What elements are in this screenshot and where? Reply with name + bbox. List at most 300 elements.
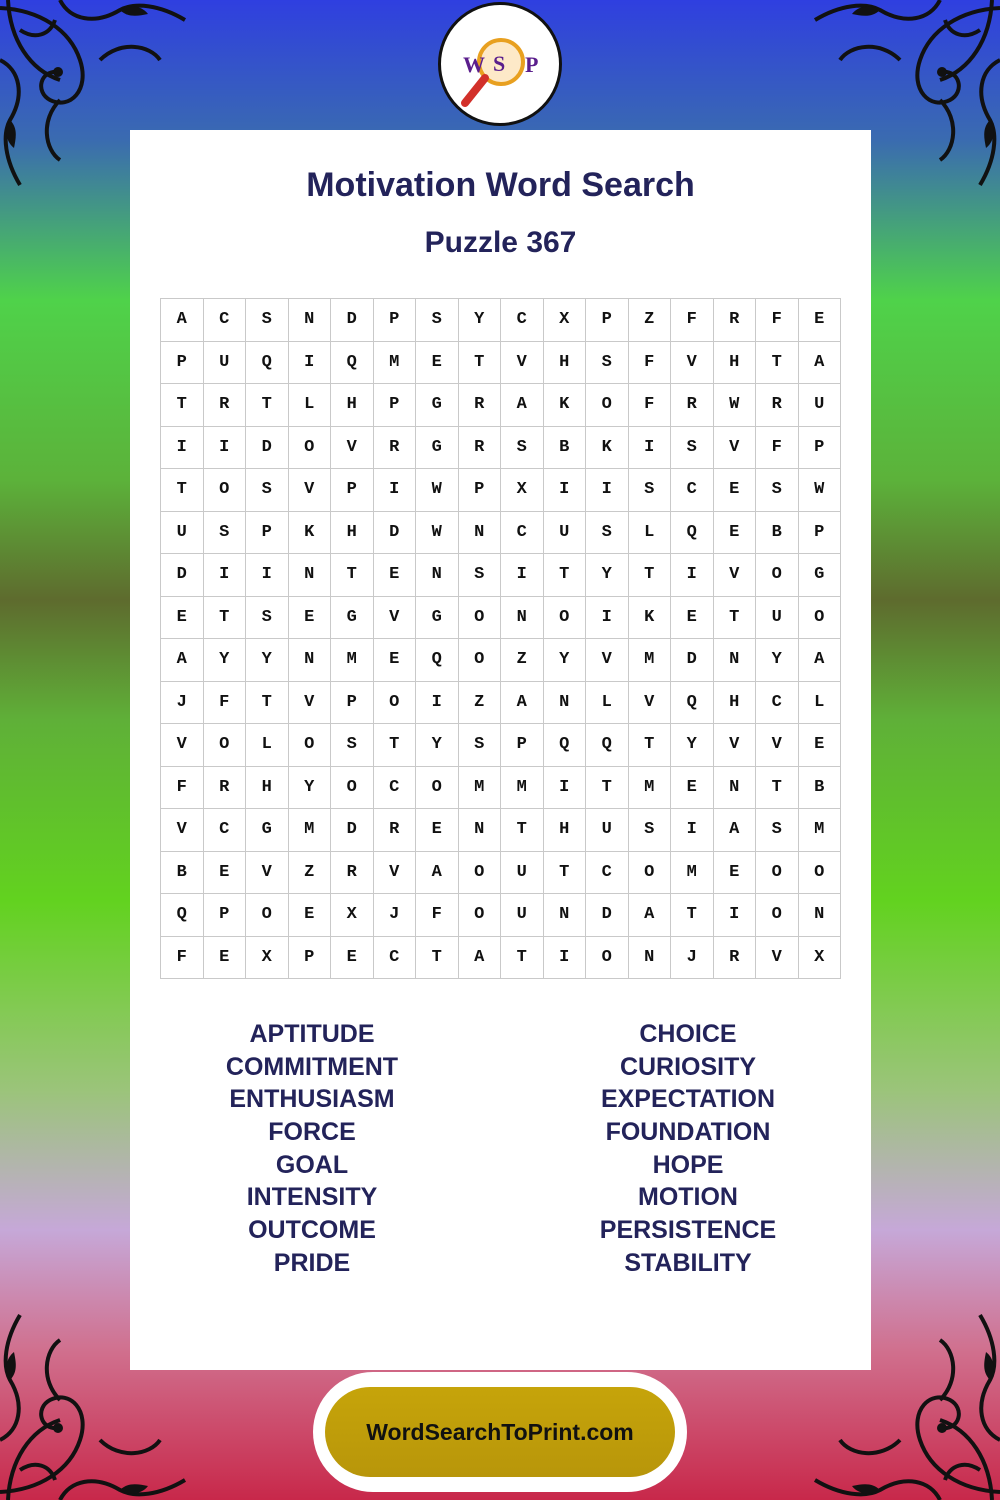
grid-cell: V — [628, 681, 671, 724]
grid-cell: F — [161, 766, 204, 809]
grid-cell: P — [246, 511, 289, 554]
grid-cell: O — [203, 724, 246, 767]
grid-cell: Y — [416, 724, 459, 767]
grid-cell: E — [671, 596, 714, 639]
grid-cell: O — [416, 766, 459, 809]
grid-cell: N — [713, 639, 756, 682]
grid-cell: Y — [288, 766, 331, 809]
grid-cell: Y — [543, 639, 586, 682]
grid-cell: I — [586, 469, 629, 512]
grid-cell: Q — [671, 511, 714, 554]
grid-cell: I — [543, 936, 586, 979]
grid-cell: G — [416, 384, 459, 427]
grid-cell: F — [756, 299, 799, 342]
grid-cell: C — [671, 469, 714, 512]
grid-cell: T — [246, 384, 289, 427]
grid-cell: S — [458, 554, 501, 597]
word-item: FORCE — [268, 1118, 356, 1147]
grid-cell: W — [416, 511, 459, 554]
grid-row — [161, 809, 841, 852]
grid-cell: X — [543, 299, 586, 342]
word-item: COMMITMENT — [225, 1052, 399, 1081]
grid-cell: G — [416, 596, 459, 639]
grid-cell: S — [458, 724, 501, 767]
grid-row — [161, 851, 841, 894]
grid-cell: H — [713, 341, 756, 384]
grid-cell: O — [586, 936, 629, 979]
letter-grid — [160, 298, 841, 979]
grid-cell: F — [756, 426, 799, 469]
grid-cell: V — [288, 469, 331, 512]
grid-cell: M — [671, 851, 714, 894]
grid-row — [161, 766, 841, 809]
grid-cell: E — [203, 936, 246, 979]
grid-cell: N — [713, 766, 756, 809]
grid-cell: Y — [203, 639, 246, 682]
grid-row — [161, 639, 841, 682]
grid-cell: Q — [416, 639, 459, 682]
grid-cell: R — [671, 384, 714, 427]
grid-cell: P — [331, 469, 374, 512]
grid-cell: O — [543, 596, 586, 639]
grid-cell: H — [713, 681, 756, 724]
grid-cell: Y — [458, 299, 501, 342]
grid-cell: Z — [458, 681, 501, 724]
grid-cell: I — [713, 894, 756, 937]
grid-cell: R — [458, 426, 501, 469]
grid-cell: W — [798, 469, 841, 512]
grid-cell: N — [288, 299, 331, 342]
grid-cell: V — [288, 681, 331, 724]
grid-cell: T — [416, 936, 459, 979]
grid-cell: O — [798, 851, 841, 894]
word-item: ENTHUSIASM — [229, 1085, 395, 1114]
grid-cell: M — [373, 341, 416, 384]
grid-row — [161, 554, 841, 597]
grid-cell: F — [203, 681, 246, 724]
grid-cell: O — [586, 384, 629, 427]
grid-cell: T — [586, 766, 629, 809]
grid-cell: F — [161, 936, 204, 979]
grid-cell: N — [798, 894, 841, 937]
grid-cell: T — [373, 724, 416, 767]
grid-cell: E — [713, 469, 756, 512]
grid-cell: S — [628, 809, 671, 852]
grid-cell: I — [203, 554, 246, 597]
grid-cell: D — [331, 299, 374, 342]
grid-cell: Q — [543, 724, 586, 767]
grid-cell: B — [543, 426, 586, 469]
grid-cell: O — [288, 724, 331, 767]
grid-cell: R — [373, 426, 416, 469]
grid-cell: C — [756, 681, 799, 724]
grid-cell: R — [373, 809, 416, 852]
grid-cell: O — [628, 851, 671, 894]
grid-cell: D — [586, 894, 629, 937]
grid-cell: S — [246, 596, 289, 639]
grid-cell: N — [416, 554, 459, 597]
grid-cell: E — [798, 724, 841, 767]
grid-row — [161, 936, 841, 979]
grid-cell: I — [628, 426, 671, 469]
grid-cell: E — [161, 596, 204, 639]
grid-cell: U — [203, 341, 246, 384]
page-title: Motivation Word Search — [306, 166, 695, 204]
grid-cell: U — [501, 894, 544, 937]
grid-cell: X — [331, 894, 374, 937]
grid-cell: L — [288, 384, 331, 427]
grid-cell: A — [628, 894, 671, 937]
grid-cell: N — [501, 596, 544, 639]
site-link-button[interactable] — [325, 1387, 675, 1477]
grid-cell: I — [543, 469, 586, 512]
grid-cell: N — [458, 511, 501, 554]
grid-cell: D — [331, 809, 374, 852]
grid-cell: T — [501, 936, 544, 979]
grid-cell: L — [798, 681, 841, 724]
grid-cell: G — [331, 596, 374, 639]
grid-cell: F — [416, 894, 459, 937]
grid-cell: D — [671, 639, 714, 682]
grid-cell: K — [628, 596, 671, 639]
grid-cell: P — [798, 426, 841, 469]
grid-row — [161, 341, 841, 384]
grid-cell: N — [288, 639, 331, 682]
word-item: GOAL — [275, 1150, 349, 1179]
grid-cell: T — [246, 681, 289, 724]
grid-cell: T — [628, 724, 671, 767]
grid-cell: Y — [756, 639, 799, 682]
grid-cell: J — [671, 936, 714, 979]
grid-cell: T — [543, 554, 586, 597]
grid-row — [161, 469, 841, 512]
grid-cell: I — [416, 681, 459, 724]
grid-cell: D — [246, 426, 289, 469]
grid-cell: M — [458, 766, 501, 809]
grid-cell: I — [203, 426, 246, 469]
grid-cell: E — [798, 299, 841, 342]
grid-cell: S — [246, 299, 289, 342]
word-item: PRIDE — [273, 1248, 351, 1277]
grid-row — [161, 894, 841, 937]
grid-cell: P — [288, 936, 331, 979]
grid-cell: T — [458, 341, 501, 384]
grid-cell: K — [586, 426, 629, 469]
grid-row — [161, 384, 841, 427]
grid-cell: T — [628, 554, 671, 597]
grid-cell: C — [586, 851, 629, 894]
grid-cell: I — [288, 341, 331, 384]
grid-cell: R — [713, 936, 756, 979]
grid-cell: H — [331, 511, 374, 554]
grid-cell: G — [798, 554, 841, 597]
grid-cell: P — [373, 384, 416, 427]
grid-cell: E — [203, 851, 246, 894]
grid-cell: T — [161, 384, 204, 427]
grid-cell: W — [416, 469, 459, 512]
grid-cell: U — [501, 851, 544, 894]
grid-cell: E — [671, 766, 714, 809]
grid-cell: Y — [586, 554, 629, 597]
grid-cell: A — [713, 809, 756, 852]
grid-cell: Q — [161, 894, 204, 937]
grid-cell: C — [501, 299, 544, 342]
grid-row — [161, 511, 841, 554]
grid-cell: T — [203, 596, 246, 639]
grid-cell: T — [161, 469, 204, 512]
grid-cell: I — [501, 554, 544, 597]
grid-cell: D — [161, 554, 204, 597]
grid-cell: O — [798, 596, 841, 639]
grid-cell: Q — [331, 341, 374, 384]
grid-cell: G — [416, 426, 459, 469]
grid-cell: S — [203, 511, 246, 554]
grid-cell: T — [331, 554, 374, 597]
grid-cell: N — [458, 809, 501, 852]
grid-cell: T — [671, 894, 714, 937]
grid-cell: O — [458, 851, 501, 894]
grid-cell: O — [373, 681, 416, 724]
grid-row — [161, 681, 841, 724]
grid-cell: P — [501, 724, 544, 767]
grid-row — [161, 299, 841, 342]
grid-cell: S — [756, 469, 799, 512]
grid-cell: M — [628, 639, 671, 682]
grid-cell: V — [161, 724, 204, 767]
site-link-label: WordSearchToPrint.com — [366, 1418, 634, 1445]
grid-cell: W — [713, 384, 756, 427]
grid-cell: F — [628, 384, 671, 427]
word-item: CURIOSITY — [619, 1052, 757, 1081]
grid-row — [161, 724, 841, 767]
grid-cell: N — [543, 894, 586, 937]
word-list-right — [538, 1018, 838, 1280]
grid-cell: P — [373, 299, 416, 342]
word-item: EXPECTATION — [600, 1085, 776, 1114]
grid-cell: N — [628, 936, 671, 979]
grid-cell: S — [246, 469, 289, 512]
grid-cell: E — [288, 894, 331, 937]
grid-cell: U — [798, 384, 841, 427]
grid-cell: R — [203, 766, 246, 809]
grid-cell: T — [756, 341, 799, 384]
grid-cell: R — [331, 851, 374, 894]
grid-cell: C — [373, 936, 416, 979]
logo-letter: S — [493, 51, 506, 76]
grid-cell: E — [416, 809, 459, 852]
grid-cell: I — [543, 766, 586, 809]
word-list-left — [162, 1018, 462, 1280]
grid-cell: P — [203, 894, 246, 937]
grid-cell: A — [161, 639, 204, 682]
grid-cell: O — [331, 766, 374, 809]
grid-cell: K — [543, 384, 586, 427]
grid-cell: P — [798, 511, 841, 554]
grid-cell: M — [288, 809, 331, 852]
grid-cell: A — [416, 851, 459, 894]
grid-cell: M — [501, 766, 544, 809]
word-item: FOUNDATION — [605, 1118, 771, 1147]
grid-cell: V — [756, 936, 799, 979]
grid-cell: R — [458, 384, 501, 427]
grid-cell: T — [713, 596, 756, 639]
word-item: APTITUDE — [249, 1020, 375, 1048]
word-item: CHOICE — [639, 1020, 737, 1048]
grid-cell: L — [246, 724, 289, 767]
grid-cell: J — [161, 681, 204, 724]
word-item: INTENSITY — [246, 1183, 378, 1212]
site-logo[interactable] — [438, 2, 562, 126]
grid-cell: S — [416, 299, 459, 342]
grid-cell: S — [501, 426, 544, 469]
grid-cell: C — [373, 766, 416, 809]
grid-cell: Y — [671, 724, 714, 767]
grid-cell: N — [288, 554, 331, 597]
grid-cell: B — [161, 851, 204, 894]
grid-cell: I — [671, 809, 714, 852]
grid-cell: E — [416, 341, 459, 384]
grid-cell: E — [373, 554, 416, 597]
grid-cell: V — [373, 596, 416, 639]
grid-cell: V — [501, 341, 544, 384]
word-item: HOPE — [652, 1150, 724, 1179]
grid-cell: F — [628, 341, 671, 384]
grid-cell: C — [501, 511, 544, 554]
grid-cell: S — [586, 511, 629, 554]
word-item: PERSISTENCE — [599, 1216, 777, 1245]
puzzle-number: Puzzle 367 — [424, 226, 577, 259]
grid-cell: Y — [246, 639, 289, 682]
grid-cell: E — [713, 851, 756, 894]
grid-cell: D — [373, 511, 416, 554]
grid-cell: Q — [246, 341, 289, 384]
grid-cell: S — [671, 426, 714, 469]
grid-cell: I — [161, 426, 204, 469]
grid-cell: V — [756, 724, 799, 767]
grid-cell: H — [246, 766, 289, 809]
grid-cell: L — [586, 681, 629, 724]
grid-cell: H — [543, 809, 586, 852]
grid-cell: U — [543, 511, 586, 554]
grid-cell: A — [798, 639, 841, 682]
grid-row — [161, 426, 841, 469]
grid-cell: M — [798, 809, 841, 852]
grid-cell: V — [713, 554, 756, 597]
grid-cell: Z — [501, 639, 544, 682]
logo-letter: P — [525, 52, 539, 77]
grid-cell: A — [458, 936, 501, 979]
grid-cell: P — [458, 469, 501, 512]
grid-cell: Z — [628, 299, 671, 342]
grid-cell: U — [586, 809, 629, 852]
grid-cell: M — [331, 639, 374, 682]
grid-cell: I — [586, 596, 629, 639]
grid-cell: V — [373, 851, 416, 894]
grid-cell: J — [373, 894, 416, 937]
grid-cell: B — [756, 511, 799, 554]
grid-cell: E — [288, 596, 331, 639]
grid-cell: V — [246, 851, 289, 894]
grid-cell: G — [246, 809, 289, 852]
puzzle-card — [130, 130, 871, 1370]
grid-cell: U — [161, 511, 204, 554]
grid-cell: T — [543, 851, 586, 894]
grid-cell: K — [288, 511, 331, 554]
grid-cell: O — [458, 639, 501, 682]
grid-cell: R — [713, 299, 756, 342]
grid-cell: V — [671, 341, 714, 384]
word-item: OUTCOME — [248, 1216, 376, 1245]
grid-cell: O — [203, 469, 246, 512]
grid-cell: V — [713, 724, 756, 767]
grid-cell: S — [756, 809, 799, 852]
grid-cell: U — [756, 596, 799, 639]
grid-cell: X — [798, 936, 841, 979]
grid-cell: X — [246, 936, 289, 979]
grid-cell: T — [756, 766, 799, 809]
word-item: STABILITY — [624, 1248, 752, 1277]
grid-cell: A — [501, 384, 544, 427]
grid-cell: A — [501, 681, 544, 724]
grid-cell: A — [798, 341, 841, 384]
grid-row — [161, 596, 841, 639]
grid-cell: Q — [671, 681, 714, 724]
grid-cell: Z — [288, 851, 331, 894]
grid-cell: E — [373, 639, 416, 682]
grid-cell: O — [756, 554, 799, 597]
grid-cell: C — [203, 299, 246, 342]
grid-cell: I — [373, 469, 416, 512]
grid-cell: O — [756, 851, 799, 894]
logo-letter: W — [463, 52, 485, 77]
grid-cell: C — [203, 809, 246, 852]
grid-cell: O — [458, 894, 501, 937]
grid-cell: X — [501, 469, 544, 512]
grid-cell: S — [331, 724, 374, 767]
grid-cell: V — [586, 639, 629, 682]
grid-cell: S — [586, 341, 629, 384]
grid-cell: P — [331, 681, 374, 724]
grid-cell: Q — [586, 724, 629, 767]
grid-cell: O — [458, 596, 501, 639]
grid-cell: L — [628, 511, 671, 554]
grid-cell: H — [543, 341, 586, 384]
grid-cell: R — [756, 384, 799, 427]
grid-cell: O — [246, 894, 289, 937]
grid-cell: V — [713, 426, 756, 469]
grid-cell: V — [161, 809, 204, 852]
grid-cell: N — [543, 681, 586, 724]
grid-cell: F — [671, 299, 714, 342]
grid-cell: E — [331, 936, 374, 979]
grid-cell: P — [161, 341, 204, 384]
magnifier-icon — [441, 5, 559, 123]
grid-cell: I — [246, 554, 289, 597]
grid-cell: A — [161, 299, 204, 342]
grid-cell: O — [756, 894, 799, 937]
grid-cell: E — [713, 511, 756, 554]
grid-cell: M — [628, 766, 671, 809]
grid-cell: B — [798, 766, 841, 809]
grid-cell: V — [331, 426, 374, 469]
grid-cell: H — [331, 384, 374, 427]
grid-cell: R — [203, 384, 246, 427]
grid-cell: S — [628, 469, 671, 512]
grid-cell: P — [586, 299, 629, 342]
word-item: MOTION — [638, 1183, 738, 1212]
grid-cell: O — [288, 426, 331, 469]
grid-cell: I — [671, 554, 714, 597]
